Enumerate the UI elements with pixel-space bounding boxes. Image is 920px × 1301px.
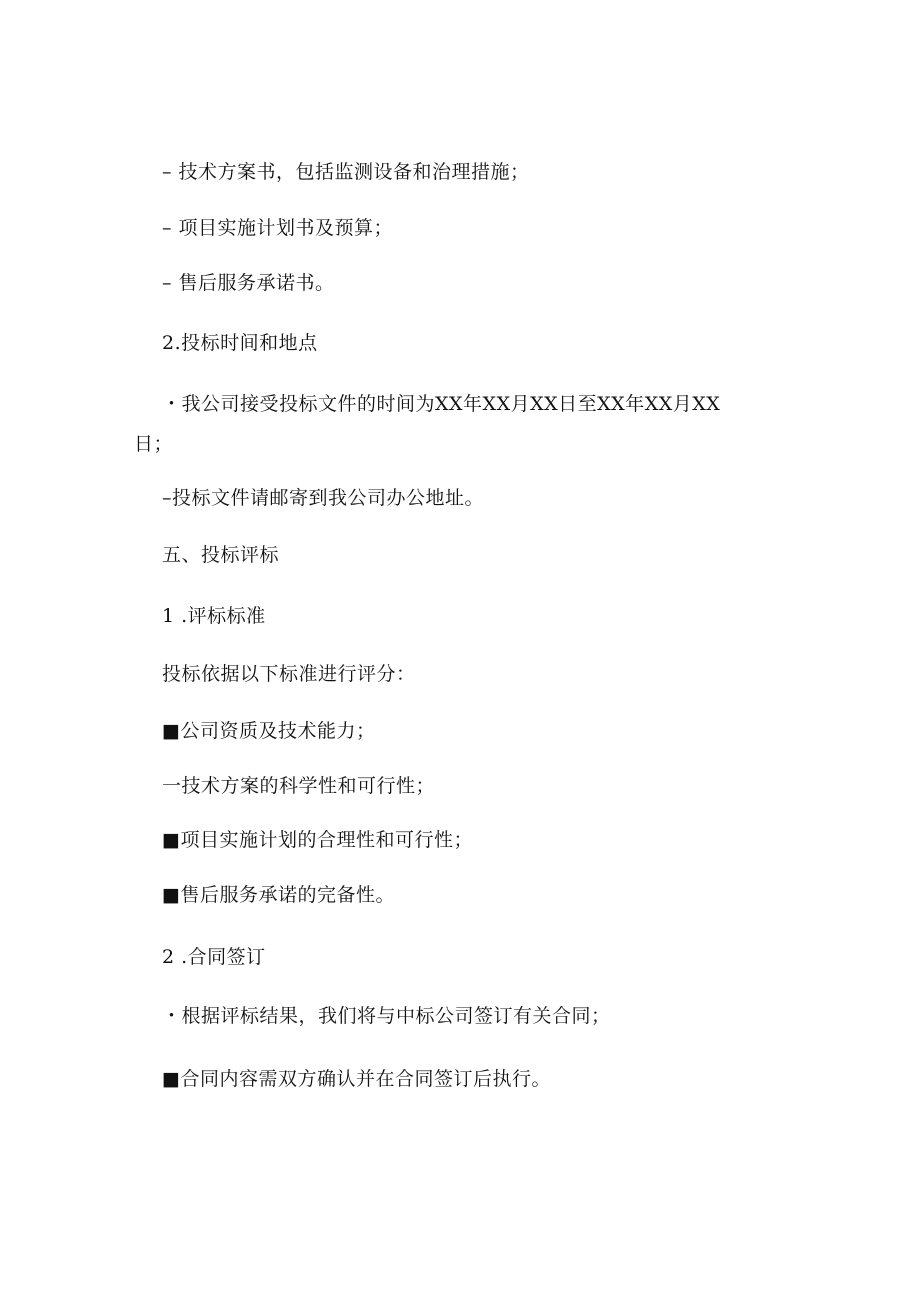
paragraph-line: ・我公司接受投标文件的时间为XX年XX月XX日至XX年XX月XX: [162, 393, 721, 415]
list-item: ■合同内容需双方确认并在合同签订后执行。: [162, 1068, 551, 1090]
paragraph: 投标依据以下标准进行评分：: [162, 663, 416, 685]
list-item: 一技术方案的科学性和可行性；: [162, 775, 436, 797]
list-item: – 售后服务承诺书。: [162, 272, 335, 294]
subsection-heading: 1 .评标标准: [162, 605, 266, 627]
list-item: ■项目实施计划的合理性和可行性；: [162, 829, 473, 851]
list-item: – 项目实施计划书及预算；: [162, 217, 394, 239]
paragraph-line-continuation: 日；: [134, 433, 174, 455]
list-item: ■公司资质及技术能力；: [162, 720, 376, 742]
list-item: –投标文件请邮寄到我公司办公地址。: [162, 487, 485, 509]
subsection-heading: 2 .合同签订: [162, 946, 266, 968]
list-item: ・根据评标结果，我们将与中标公司签订有关合同；: [162, 1005, 611, 1027]
section-title: 五、投标评标: [162, 544, 280, 566]
list-item: ■售后服务承诺的完备性。: [162, 884, 395, 906]
section-heading: 2.投标时间和地点: [162, 332, 318, 354]
list-item: – 技术方案书，包括监测设备和治理措施；: [162, 161, 530, 183]
